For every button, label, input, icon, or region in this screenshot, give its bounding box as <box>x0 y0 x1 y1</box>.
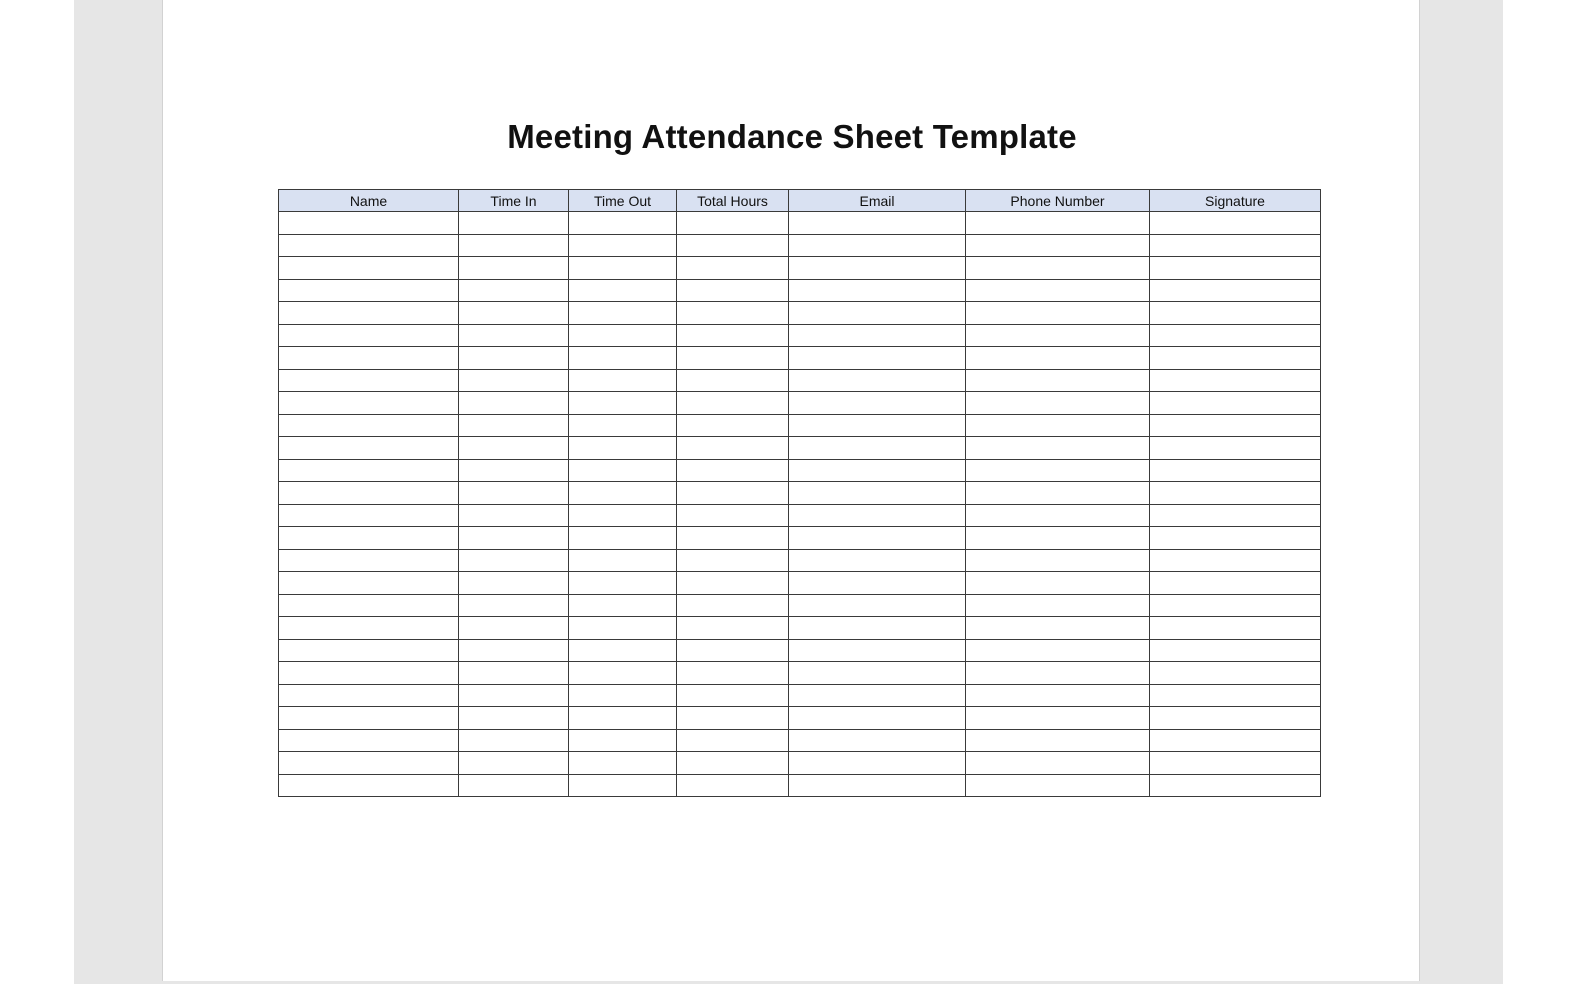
cell-phone-number <box>966 527 1150 550</box>
cell-phone-number <box>966 302 1150 325</box>
cell-name <box>279 752 459 775</box>
cell-time-out <box>569 459 677 482</box>
cell-email <box>789 392 966 415</box>
cell-time-out <box>569 414 677 437</box>
cell-name <box>279 369 459 392</box>
table-row <box>279 279 1321 302</box>
cell-time-out <box>569 594 677 617</box>
cell-email <box>789 482 966 505</box>
cell-total-hours <box>677 324 789 347</box>
cell-signature <box>1150 549 1321 572</box>
cell-phone-number <box>966 459 1150 482</box>
cell-time-out <box>569 707 677 730</box>
cell-email <box>789 459 966 482</box>
cell-time-in <box>459 594 569 617</box>
cell-signature <box>1150 414 1321 437</box>
cell-name <box>279 347 459 370</box>
cell-name <box>279 324 459 347</box>
cell-time-in <box>459 774 569 797</box>
cell-phone-number <box>966 707 1150 730</box>
column-header-name: Name <box>279 190 459 212</box>
cell-time-out <box>569 752 677 775</box>
cell-signature <box>1150 347 1321 370</box>
table-row <box>279 639 1321 662</box>
cell-time-in <box>459 392 569 415</box>
cell-total-hours <box>677 549 789 572</box>
cell-phone-number <box>966 617 1150 640</box>
table-row <box>279 302 1321 325</box>
cell-time-in <box>459 684 569 707</box>
table-row <box>279 572 1321 595</box>
cell-signature <box>1150 527 1321 550</box>
cell-time-out <box>569 684 677 707</box>
cell-total-hours <box>677 707 789 730</box>
table-row <box>279 437 1321 460</box>
cell-email <box>789 437 966 460</box>
cell-total-hours <box>677 459 789 482</box>
cell-phone-number <box>966 639 1150 662</box>
cell-name <box>279 279 459 302</box>
cell-time-in <box>459 549 569 572</box>
table-row <box>279 392 1321 415</box>
cell-total-hours <box>677 437 789 460</box>
cell-phone-number <box>966 662 1150 685</box>
cell-signature <box>1150 302 1321 325</box>
table-row <box>279 459 1321 482</box>
table-row <box>279 617 1321 640</box>
cell-time-in <box>459 639 569 662</box>
cell-phone-number <box>966 279 1150 302</box>
cell-time-out <box>569 257 677 280</box>
cell-time-out <box>569 527 677 550</box>
cell-time-out <box>569 729 677 752</box>
cell-time-out <box>569 572 677 595</box>
table-row <box>279 684 1321 707</box>
cell-phone-number <box>966 549 1150 572</box>
cell-email <box>789 594 966 617</box>
cell-total-hours <box>677 752 789 775</box>
cell-signature <box>1150 392 1321 415</box>
cell-email <box>789 527 966 550</box>
cell-time-in <box>459 752 569 775</box>
cell-time-in <box>459 729 569 752</box>
column-header-time-in: Time In <box>459 190 569 212</box>
cell-signature <box>1150 437 1321 460</box>
cell-signature <box>1150 279 1321 302</box>
cell-email <box>789 572 966 595</box>
cell-time-out <box>569 392 677 415</box>
attendance-table <box>278 189 1321 797</box>
cell-name <box>279 504 459 527</box>
cell-phone-number <box>966 369 1150 392</box>
cell-time-in <box>459 279 569 302</box>
cell-signature <box>1150 707 1321 730</box>
cell-total-hours <box>677 369 789 392</box>
cell-name <box>279 414 459 437</box>
table-row <box>279 482 1321 505</box>
cell-name <box>279 684 459 707</box>
table-row <box>279 707 1321 730</box>
cell-total-hours <box>677 257 789 280</box>
table-row <box>279 504 1321 527</box>
cell-time-in <box>459 347 569 370</box>
cell-time-out <box>569 369 677 392</box>
cell-phone-number <box>966 594 1150 617</box>
table-row <box>279 729 1321 752</box>
cell-email <box>789 729 966 752</box>
cell-time-out <box>569 234 677 257</box>
document-page <box>162 0 1420 981</box>
cell-time-in <box>459 482 569 505</box>
cell-time-in <box>459 234 569 257</box>
table-header-row <box>279 190 1321 212</box>
cell-phone-number <box>966 482 1150 505</box>
cell-total-hours <box>677 662 789 685</box>
cell-time-in <box>459 707 569 730</box>
cell-signature <box>1150 234 1321 257</box>
cell-total-hours <box>677 482 789 505</box>
cell-email <box>789 302 966 325</box>
cell-time-out <box>569 549 677 572</box>
cell-email <box>789 324 966 347</box>
cell-name <box>279 459 459 482</box>
cell-signature <box>1150 662 1321 685</box>
cell-email <box>789 752 966 775</box>
cell-name <box>279 392 459 415</box>
cell-signature <box>1150 459 1321 482</box>
column-header-total-hours: Total Hours <box>677 190 789 212</box>
cell-email <box>789 617 966 640</box>
cell-signature <box>1150 617 1321 640</box>
cell-email <box>789 684 966 707</box>
cell-name <box>279 774 459 797</box>
cell-signature <box>1150 774 1321 797</box>
cell-phone-number <box>966 684 1150 707</box>
cell-signature <box>1150 684 1321 707</box>
table-row <box>279 752 1321 775</box>
table-row <box>279 234 1321 257</box>
cell-total-hours <box>677 234 789 257</box>
cell-signature <box>1150 504 1321 527</box>
table-row <box>279 594 1321 617</box>
cell-time-in <box>459 504 569 527</box>
cell-total-hours <box>677 729 789 752</box>
cell-email <box>789 347 966 370</box>
cell-phone-number <box>966 572 1150 595</box>
cell-email <box>789 549 966 572</box>
cell-total-hours <box>677 347 789 370</box>
cell-name <box>279 572 459 595</box>
cell-name <box>279 662 459 685</box>
cell-email <box>789 639 966 662</box>
cell-total-hours <box>677 684 789 707</box>
cell-email <box>789 707 966 730</box>
cell-email <box>789 234 966 257</box>
cell-email <box>789 662 966 685</box>
cell-name <box>279 729 459 752</box>
table-row <box>279 527 1321 550</box>
cell-time-in <box>459 572 569 595</box>
table-row <box>279 662 1321 685</box>
cell-total-hours <box>677 617 789 640</box>
table-row <box>279 549 1321 572</box>
cell-name <box>279 212 459 235</box>
cell-time-out <box>569 662 677 685</box>
cell-name <box>279 549 459 572</box>
cell-name <box>279 707 459 730</box>
cell-signature <box>1150 369 1321 392</box>
cell-phone-number <box>966 437 1150 460</box>
table-row <box>279 347 1321 370</box>
cell-phone-number <box>966 774 1150 797</box>
cell-name <box>279 302 459 325</box>
cell-email <box>789 414 966 437</box>
cell-signature <box>1150 729 1321 752</box>
cell-email <box>789 504 966 527</box>
cell-phone-number <box>966 392 1150 415</box>
cell-time-in <box>459 617 569 640</box>
viewer-gutter-right <box>1420 0 1503 984</box>
cell-total-hours <box>677 279 789 302</box>
cell-name <box>279 482 459 505</box>
cell-name <box>279 639 459 662</box>
cell-email <box>789 369 966 392</box>
viewer-gutter-left <box>74 0 162 984</box>
cell-total-hours <box>677 392 789 415</box>
table-row <box>279 324 1321 347</box>
column-header-time-out: Time Out <box>569 190 677 212</box>
table-row <box>279 369 1321 392</box>
table-row <box>279 414 1321 437</box>
cell-time-out <box>569 347 677 370</box>
cell-phone-number <box>966 212 1150 235</box>
cell-total-hours <box>677 774 789 797</box>
cell-phone-number <box>966 347 1150 370</box>
cell-time-out <box>569 617 677 640</box>
column-header-signature: Signature <box>1150 190 1321 212</box>
cell-signature <box>1150 752 1321 775</box>
cell-signature <box>1150 594 1321 617</box>
cell-time-in <box>459 324 569 347</box>
cell-time-in <box>459 414 569 437</box>
document-title: Meeting Attendance Sheet Template <box>507 118 1077 155</box>
cell-email <box>789 257 966 280</box>
cell-phone-number <box>966 234 1150 257</box>
table-row <box>279 257 1321 280</box>
cell-signature <box>1150 324 1321 347</box>
cell-time-out <box>569 504 677 527</box>
cell-total-hours <box>677 527 789 550</box>
cell-name <box>279 437 459 460</box>
cell-email <box>789 774 966 797</box>
cell-signature <box>1150 482 1321 505</box>
cell-total-hours <box>677 212 789 235</box>
cell-time-out <box>569 212 677 235</box>
cell-time-out <box>569 302 677 325</box>
cell-name <box>279 257 459 280</box>
cell-time-in <box>459 302 569 325</box>
cell-time-out <box>569 279 677 302</box>
cell-time-in <box>459 459 569 482</box>
cell-time-in <box>459 437 569 460</box>
cell-email <box>789 279 966 302</box>
table-row <box>279 774 1321 797</box>
cell-phone-number <box>966 414 1150 437</box>
cell-name <box>279 234 459 257</box>
cell-signature <box>1150 639 1321 662</box>
table-row <box>279 212 1321 235</box>
cell-time-out <box>569 639 677 662</box>
cell-signature <box>1150 572 1321 595</box>
cell-total-hours <box>677 594 789 617</box>
column-header-phone-number: Phone Number <box>966 190 1150 212</box>
cell-phone-number <box>966 504 1150 527</box>
cell-name <box>279 527 459 550</box>
cell-time-in <box>459 527 569 550</box>
cell-time-out <box>569 774 677 797</box>
cell-time-in <box>459 369 569 392</box>
cell-time-out <box>569 437 677 460</box>
cell-total-hours <box>677 572 789 595</box>
attendance-table-body <box>279 212 1321 797</box>
cell-total-hours <box>677 414 789 437</box>
cell-phone-number <box>966 324 1150 347</box>
cell-phone-number <box>966 729 1150 752</box>
column-header-email: Email <box>789 190 966 212</box>
cell-signature <box>1150 212 1321 235</box>
cell-total-hours <box>677 504 789 527</box>
cell-phone-number <box>966 257 1150 280</box>
cell-name <box>279 617 459 640</box>
cell-time-in <box>459 212 569 235</box>
cell-time-out <box>569 324 677 347</box>
cell-total-hours <box>677 302 789 325</box>
cell-time-out <box>569 482 677 505</box>
cell-time-in <box>459 662 569 685</box>
cell-phone-number <box>966 752 1150 775</box>
cell-name <box>279 594 459 617</box>
cell-time-in <box>459 257 569 280</box>
cell-email <box>789 212 966 235</box>
cell-total-hours <box>677 639 789 662</box>
cell-signature <box>1150 257 1321 280</box>
